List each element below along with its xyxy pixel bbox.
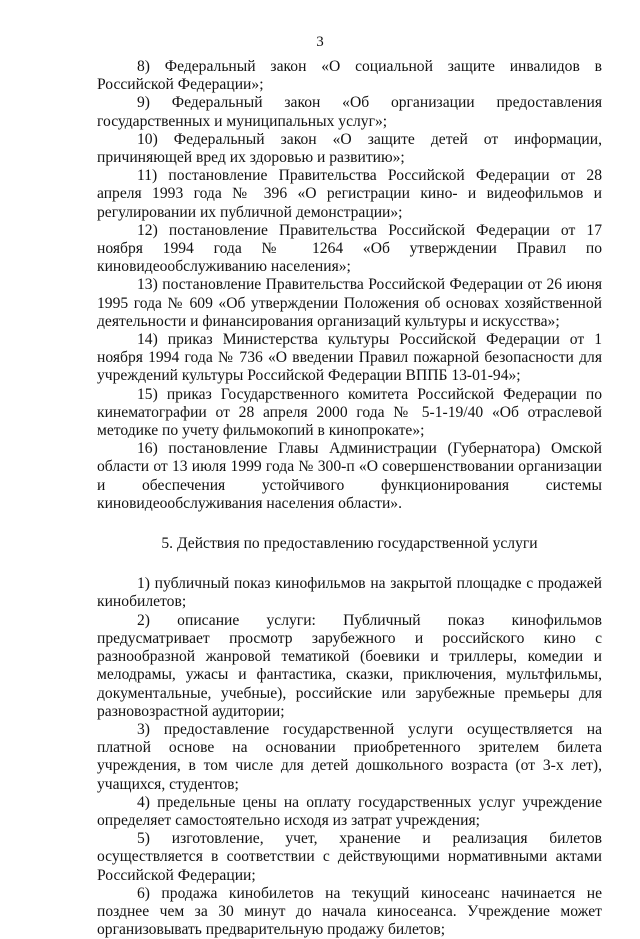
list-item: 16) постановление Главы Администрации (Губернатора) Омской области от 13 июля 1999 года № 300-п «О совершенствовании организации и обеспечения устойчивого функционирования системы киновидеообслуживания населения области». xyxy=(97,440,602,512)
list-item: 10) Федеральный закон «О защите детей от информации, причиняющей вред их здоровью и развитию»; xyxy=(97,130,602,167)
list-item: 15) приказ Государственного комитета Российской Федерации по кинематографии от 28 апреля 2000 года № 5-1-19/40 «Об отраслевой методике по учету фильмокопий в кинопрокате»; xyxy=(97,385,602,440)
section-item: 4) предельные цены на оплату государственных услуг учреждение определяет самостоятельно исходя из затрат учреждения; xyxy=(97,793,602,829)
list-item: 8) Федеральный закон «О социальной защите инвалидов в Российской Федерации»; xyxy=(97,58,602,94)
list-item: 9) Федеральный закон «Об организации предоставления государственных и муниципальных услуг»; xyxy=(97,94,602,130)
section-item: 3) предоставление государственной услуги осуществляется на платной основе на основании приобретенного зрителем билета учреждения, в том числе для детей дошкольного возраста (от 3-х лет), учащихся, студентов; xyxy=(97,720,602,793)
list-item: 14) приказ Министерства культуры Российской Федерации от 1 ноября 1994 года № 736 «О введении Правил пожарной безопасности для учреждений культуры Российской Федерации ВППБ 13-01-94»; xyxy=(97,331,602,385)
section-heading: 5. Действия по предоставлению государственной услуги xyxy=(161,535,538,553)
section-item: 6) продажа кинобилетов на текущий киносеанс начинается не позднее чем за 30 минут до начала киносеанса. Учреждение может организовывать предварительную продажу билетов; xyxy=(97,884,602,939)
section-item: 2) описание услуги: Публичный показ кинофильмов предусматривает просмотр зарубежного и российского кино с разнообразной жанровой тематикой (боевики и триллеры, комедии и мелодрамы, ужасы и фантастика, сказки, приключения, мультфильмы, документальные, учебные), российские или зарубежные премьеры для разновозрастной аудитории; xyxy=(97,611,602,720)
section-item: 5) изготовление, учет, хранение и реализация билетов осуществляется в соответствии с действующими нормативными актами Российской Федерации; xyxy=(97,830,602,884)
list-item: 11) постановление Правительства Российской Федерации от 28 апреля 1993 года № 396 «О регистрации кино- и видеофильмов и регулировании их публичной демонстрации»; xyxy=(97,167,602,221)
page-number: 3 xyxy=(316,34,324,50)
list-item: 12) постановление Правительства Российской Федерации от 17 ноября 1994 года № 1264 «Об утверждении Правил по киновидеообслуживанию населения»; xyxy=(97,221,602,276)
document-body xyxy=(97,58,602,939)
section-item: 1) публичный показ кинофильмов на закрытой площадке с продажей кинобилетов; xyxy=(97,575,602,611)
list-item: 13) постановление Правительства Российской Федерации от 26 июня 1995 года № 609 «Об утверждении Положения об основах хозяйственной деятельности и финансирования организаций культуры и искусства»; xyxy=(97,276,602,330)
